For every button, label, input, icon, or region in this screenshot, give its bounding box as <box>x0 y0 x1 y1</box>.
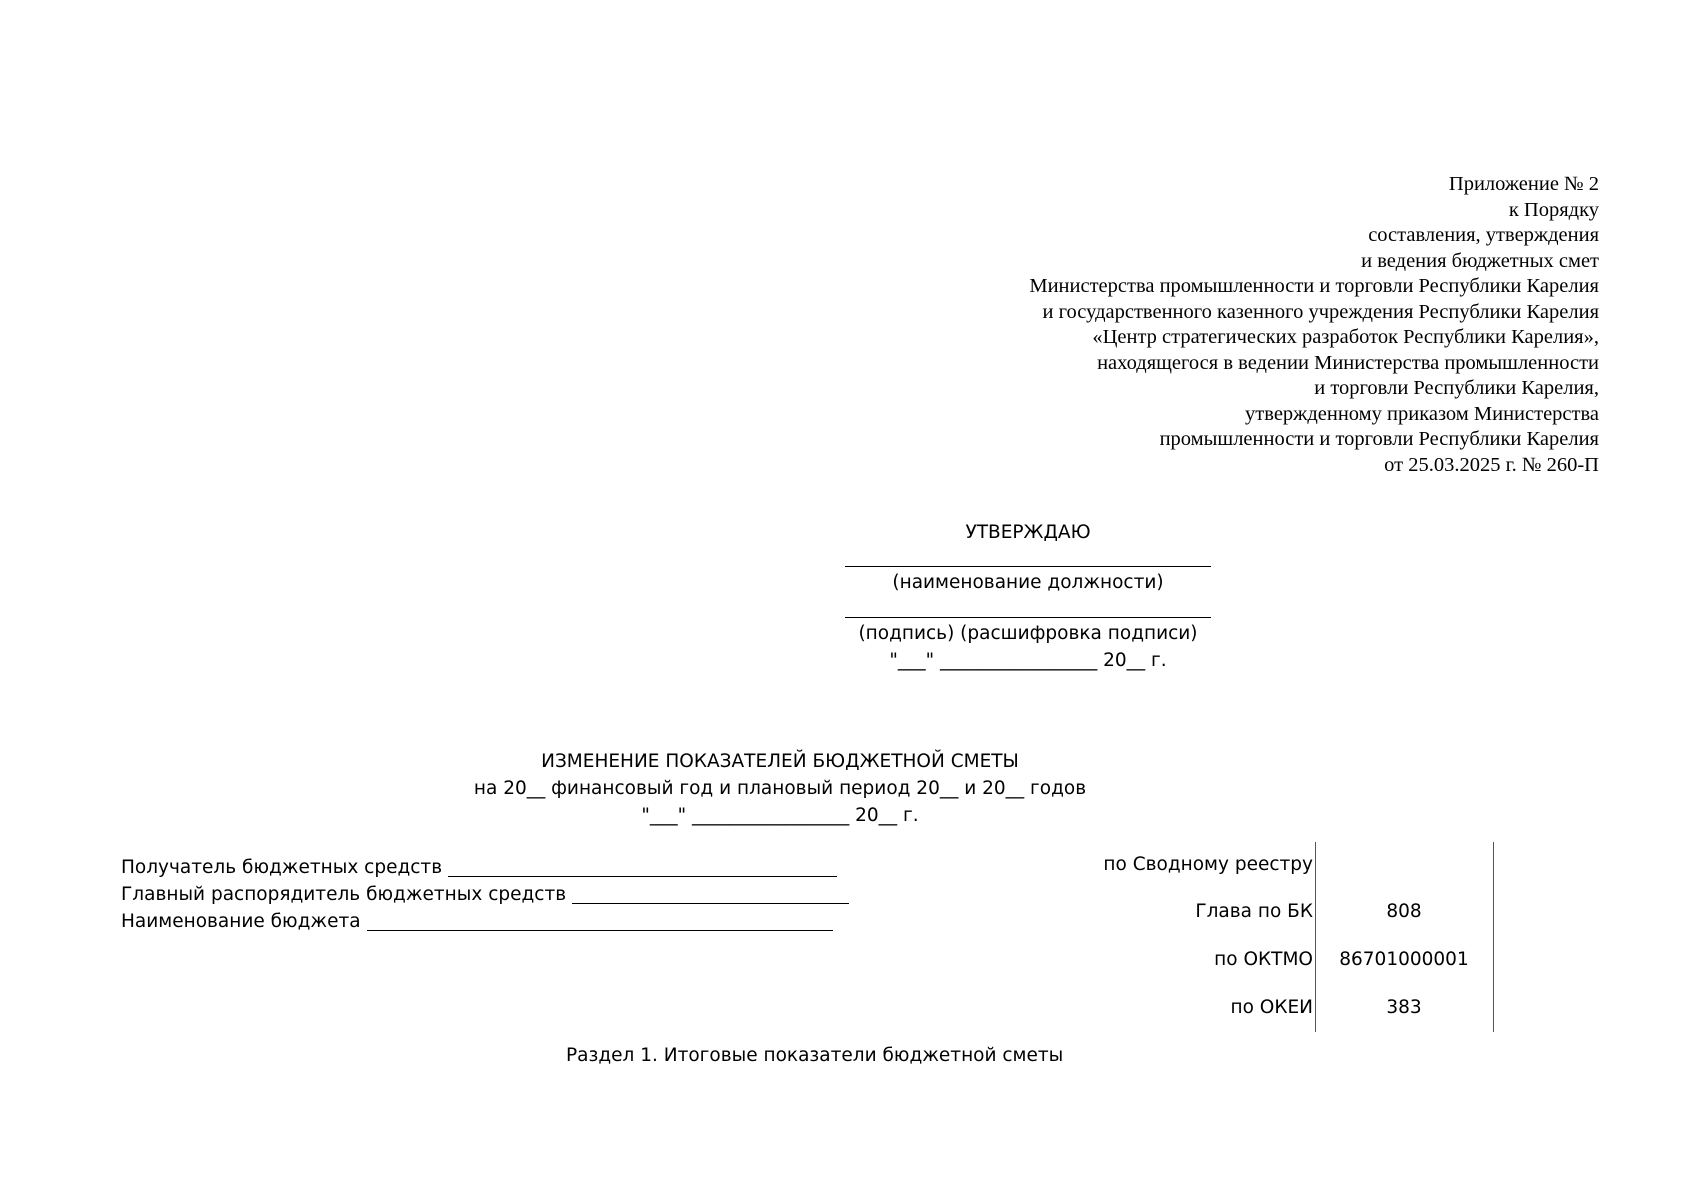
appendix-header <box>1029 172 1599 478</box>
position-signature-line <box>845 548 1211 567</box>
appendix-line: промышленности и торговли Республики Карелия <box>1159 428 1599 450</box>
appendix-line: находящегося в ведении Министерства промышленности <box>1097 351 1599 374</box>
code-label: по ОКЕИ <box>1230 997 1313 1018</box>
signature-line <box>845 599 1211 618</box>
appendix-line: от 25.03.2025 г. № 260-П <box>1384 453 1599 476</box>
budget-name-label: Наименование бюджета <box>121 911 361 932</box>
code-label: Глава по БК <box>1195 901 1313 922</box>
approval-title: УТВЕРЖДАЮ <box>965 522 1091 543</box>
signature-caption: (подпись) (расшифровка подписи) <box>858 623 1198 644</box>
code-row-bk <box>1050 897 1493 927</box>
code-row-register <box>1050 850 1493 880</box>
appendix-line: утвержденному приказом Министерства <box>1245 402 1599 425</box>
code-label: по Сводному реестру <box>1103 854 1313 875</box>
appendix-line: Министерства промышленности и торговли Республики Карелия <box>1029 275 1599 297</box>
appendix-line: к Порядку <box>1508 198 1599 221</box>
document-date-line: "___" _________________ 20__ г. <box>641 805 919 826</box>
code-value: 383 <box>1386 997 1422 1018</box>
chief-manager-field <box>121 881 849 908</box>
appendix-line: и государственного казенного учреждения Республики Карелия <box>1042 300 1599 323</box>
appendix-line: и ведения бюджетных смет <box>1361 249 1599 272</box>
approval-block <box>845 518 1211 672</box>
recipient-label: Получатель бюджетных средств <box>121 857 443 878</box>
code-label: по ОКТМО <box>1214 949 1313 970</box>
recipient-field <box>121 854 849 881</box>
appendix-line: Приложение № 2 <box>1448 173 1599 195</box>
chief-manager-blank-line <box>572 885 849 904</box>
code-value: 86701000001 <box>1339 949 1469 970</box>
document-period: на 20__ финансовый год и плановый период 20__ и 20__ годов <box>473 778 1087 799</box>
position-caption: (наименование должности) <box>892 572 1164 593</box>
form-fields <box>121 854 849 935</box>
budget-name-blank-line <box>367 912 833 931</box>
chief-manager-label: Главный распорядитель бюджетных средств <box>121 884 567 905</box>
section-title: Раздел 1. Итоговые показатели бюджетной сметы <box>566 1045 1064 1066</box>
appendix-line: и торговли Республики Карелия, <box>1314 377 1599 399</box>
budget-name-field <box>121 908 849 935</box>
codes-right-border <box>1493 842 1494 1032</box>
document-title: ИЗМЕНЕНИЕ ПОКАЗАТЕЛЕЙ БЮДЖЕТНОЙ СМЕТЫ <box>541 751 1019 772</box>
appendix-line: «Центр стратегических разработок Республики Карелия», <box>1092 326 1599 348</box>
approval-date-line: "___" _________________ 20__ г. <box>889 650 1167 671</box>
appendix-line: составления, утверждения <box>1368 224 1599 246</box>
code-row-oktmo <box>1050 945 1493 975</box>
code-row-okei <box>1050 993 1493 1023</box>
codes-table <box>1050 842 1493 1032</box>
recipient-blank-line <box>448 858 837 877</box>
code-value: 808 <box>1386 901 1422 922</box>
document-title-block <box>430 748 1130 829</box>
